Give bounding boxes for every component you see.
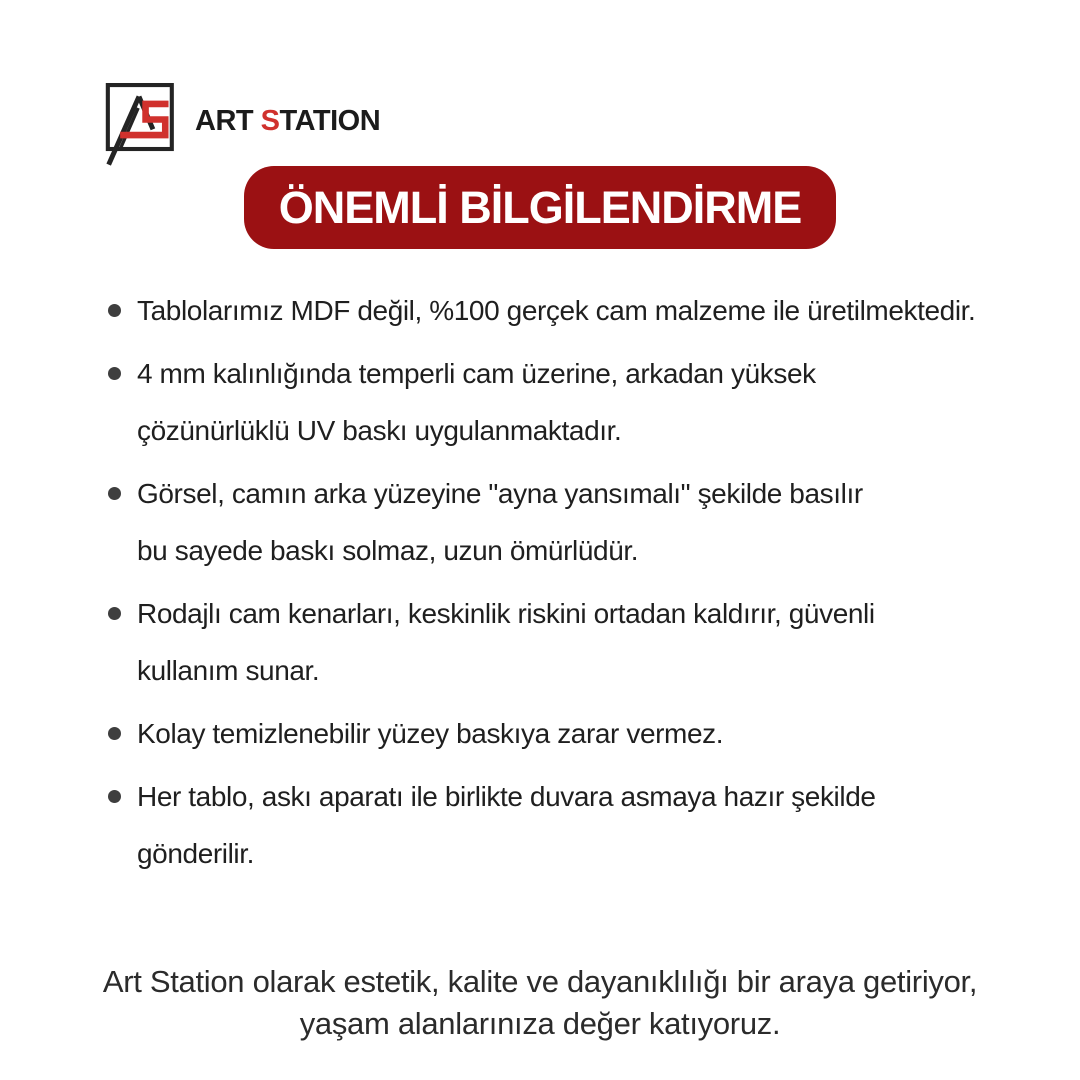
- bullet-text: [137, 768, 876, 882]
- bullet-marker-icon: [108, 607, 121, 620]
- bullet-item: [108, 465, 1068, 579]
- bullet-line: Görsel, camın arka yüzeyine "ayna yansımalı" şekilde basılır: [137, 478, 863, 509]
- bullet-marker-icon: [108, 367, 121, 380]
- bullet-marker-icon: [108, 487, 121, 500]
- bullet-text: [137, 465, 863, 579]
- info-banner-label: ÖNEMLİ BİLGİLENDİRME: [278, 181, 802, 233]
- brand-suffix: TATION: [279, 104, 381, 137]
- bullet-line: bu sayede baskı solmaz, uzun ömürlüdür.: [137, 535, 639, 566]
- brand-logo: [98, 80, 380, 168]
- info-bullet-list: [108, 282, 1068, 888]
- bullet-text: [137, 585, 875, 699]
- brand-prefix: ART: [195, 104, 261, 137]
- bullet-line: çözünürlüklü UV baskı uygulanmaktadır.: [137, 415, 622, 446]
- bullet-item: [108, 345, 1068, 459]
- bullet-line: kullanım sunar.: [137, 655, 320, 686]
- footer-line: yaşam alanlarınıza değer katıyoruz.: [299, 1006, 781, 1041]
- bullet-item: [108, 768, 1068, 882]
- brand-wordmark: [195, 105, 380, 138]
- bullet-line: Her tablo, askı aparatı ile birlikte duvara asmaya hazır şekilde: [137, 781, 876, 812]
- bullet-item: [108, 585, 1068, 699]
- bullet-text: [137, 705, 723, 762]
- bullet-item: [108, 705, 1068, 762]
- bullet-line: gönderilir.: [137, 838, 255, 869]
- bullet-text: [137, 282, 975, 339]
- bullet-line: Kolay temizlenebilir yüzey baskıya zarar vermez.: [137, 718, 724, 749]
- bullet-text: [137, 345, 816, 459]
- bullet-marker-icon: [108, 304, 121, 317]
- bullet-marker-icon: [108, 727, 121, 740]
- footer-line: Art Station olarak estetik, kalite ve dayanıklılığı bir araya getiriyor,: [102, 964, 978, 999]
- footer-tagline: [0, 961, 1080, 1045]
- bullet-line: Tablolarımız MDF değil, %100 gerçek cam malzeme ile üretilmektedir.: [137, 295, 976, 326]
- as-monogram-icon: [98, 80, 180, 168]
- bullet-line: Rodajlı cam kenarları, keskinlik riskini ortadan kaldırır, güvenli: [137, 598, 875, 629]
- info-banner: [244, 166, 836, 249]
- bullet-line: 4 mm kalınlığında temperli cam üzerine, arkadan yüksek: [137, 358, 816, 389]
- bullet-item: [108, 282, 1068, 339]
- bullet-marker-icon: [108, 790, 121, 803]
- brand-accent-letter: S: [260, 104, 280, 137]
